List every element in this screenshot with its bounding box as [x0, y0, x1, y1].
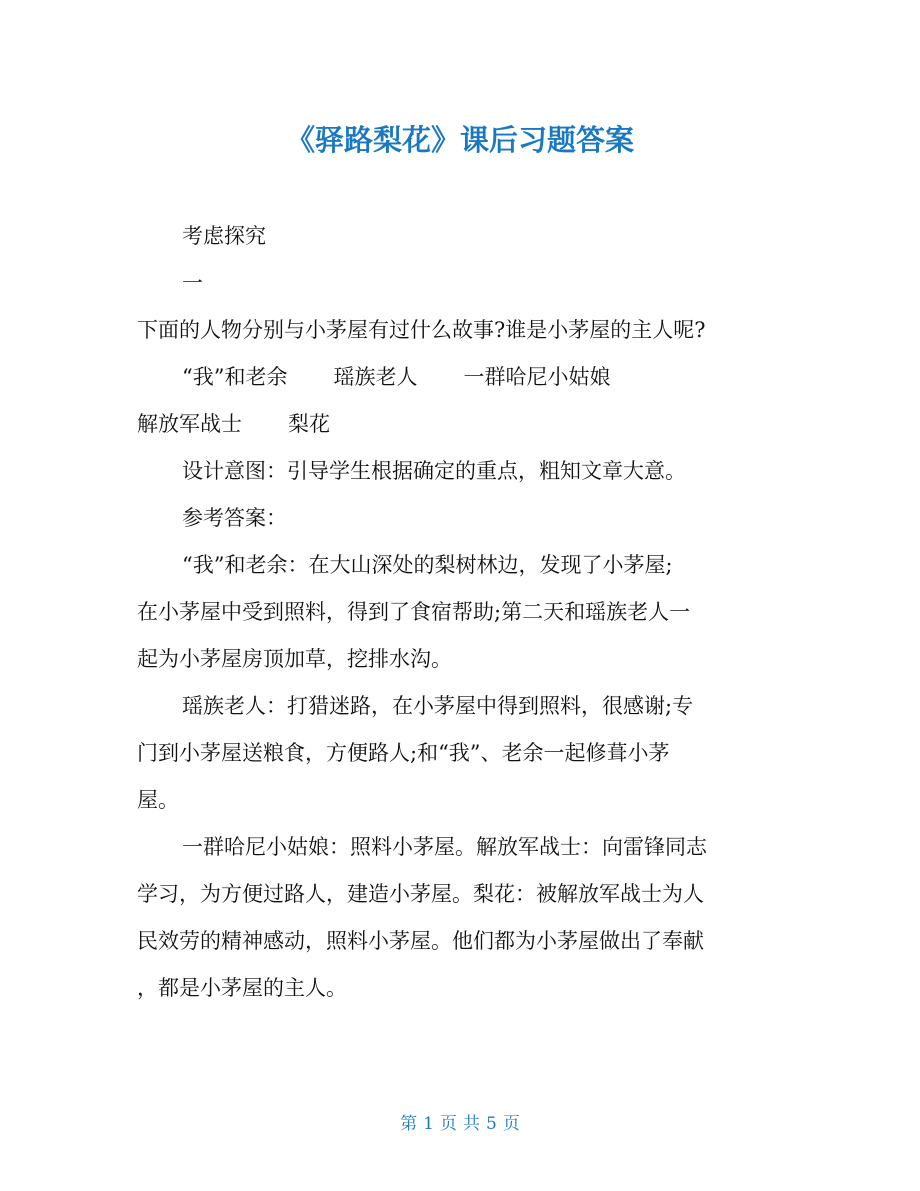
- answer-line: “我”和老余：在大山深处的梨树林边，发现了小茅屋;: [182, 553, 673, 577]
- section-heading: 考虑探究: [182, 224, 266, 248]
- answer-line: 学习，为方便过路人，建造小茅屋。梨花：被解放军战士为人: [137, 882, 704, 906]
- answer-line: 民效劳的精神感动，照料小茅屋。他们都为小茅屋做出了奉献: [137, 929, 704, 953]
- footer-label: 页: [440, 1114, 457, 1134]
- answer-line: 在小茅屋中受到照料，得到了食宿帮助;第二天和瑶族老人一: [137, 600, 691, 624]
- characters-row-1: [137, 354, 787, 401]
- character-lihua: 梨花: [288, 412, 330, 436]
- answer-label: 参考答案：: [182, 506, 287, 530]
- design-intent: 设计意图：引导学生根据确定的重点，粗知文章大意。: [182, 459, 686, 483]
- character-me-and-laoyu: “我”和老余: [182, 365, 288, 389]
- footer-label: 共: [463, 1114, 480, 1134]
- page-title: 《驿路梨花》课后习题答案: [285, 123, 634, 157]
- section-number: 一: [182, 271, 203, 295]
- character-pla-soldiers: 解放军战士: [137, 412, 242, 436]
- answer-line: 门到小茅屋送粮食，方便路人;和“我”、老余一起修葺小茅: [137, 741, 670, 765]
- answer-line: ，都是小茅屋的主人。: [137, 976, 347, 1000]
- document-body: [137, 213, 787, 1012]
- page-footer: [0, 1112, 920, 1136]
- character-yao-elder: 瑶族老人: [333, 365, 418, 389]
- footer-label: 第: [400, 1114, 418, 1134]
- total-pages-number: 5: [486, 1114, 497, 1134]
- characters-row-2: [137, 401, 787, 448]
- answer-line: 屋。: [137, 788, 179, 812]
- question-text: 下面的人物分别与小茅屋有过什么故事?谁是小茅屋的主人呢?: [137, 318, 706, 342]
- character-hani-girls: 一群哈尼小姑娘: [463, 365, 611, 389]
- footer-label: 页: [502, 1114, 520, 1134]
- answer-line: 一群哈尼小姑娘：照料小茅屋。解放军战士：向雷锋同志: [182, 835, 707, 859]
- answer-line: 瑶族老人：打猎迷路，在小茅屋中得到照料，很感谢;专: [182, 694, 694, 718]
- answer-line: 起为小茅屋房顶加草，挖排水沟。: [137, 647, 452, 671]
- current-page-number: 1: [423, 1114, 434, 1134]
